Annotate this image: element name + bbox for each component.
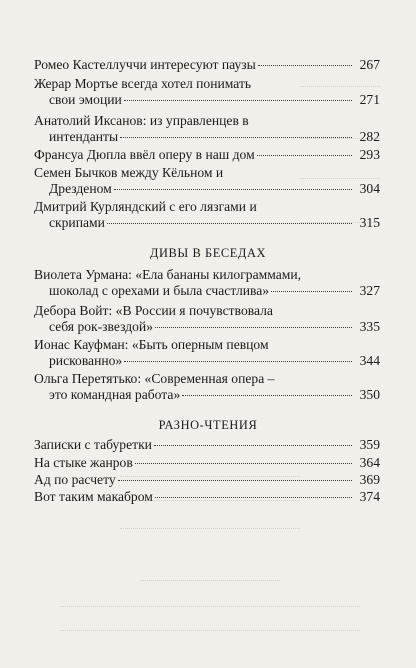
toc-entry-title: Ромео Кастеллуччи интересуют паузы [34, 57, 256, 72]
toc-entry-title-cont: шоколад с орехами и была счастлива» [49, 283, 270, 298]
dot-leader [107, 223, 352, 224]
toc-entry-page: 350 [359, 387, 380, 402]
dot-leader [120, 137, 352, 138]
toc-entry [34, 113, 380, 145]
dot-leader [155, 497, 352, 498]
toc-entry-title: Ад по расчету [34, 472, 116, 487]
dot-leader [114, 189, 352, 190]
toc-entry-page: 364 [359, 455, 380, 470]
toc-entry [34, 165, 380, 197]
toc-entry [34, 437, 380, 453]
toc-entry-page: 267 [359, 57, 380, 72]
section-heading: РАЗНО-ЧТЕНИЯ [158, 418, 258, 432]
toc-entry-title: Вот таким макабром [34, 489, 153, 504]
toc-entry [34, 455, 380, 471]
dot-leader [257, 155, 352, 156]
toc-entry [34, 267, 380, 299]
toc-entry-page: 293 [359, 147, 380, 162]
toc-entry-title: Франсуа Дюпла ввёл оперу в наш дом [34, 147, 255, 162]
toc-entry-page: 374 [359, 489, 380, 504]
toc-entry [34, 371, 380, 403]
toc-entry [34, 57, 380, 73]
toc-entry-title: На стыке жанров [34, 455, 133, 470]
toc-entry [34, 76, 380, 108]
toc-entry-title-cont: скрипами [49, 215, 105, 230]
toc-entry [34, 199, 380, 231]
toc-entry-page: 335 [359, 319, 380, 334]
toc-entry-page: 369 [359, 472, 380, 487]
toc-entry-title: Ионас Кауфман: «Быть оперным певцом [34, 337, 269, 352]
toc-entry-page: 327 [359, 283, 380, 298]
toc-entry-page: 304 [359, 181, 380, 196]
toc-entry-title-cont: рискованно» [49, 353, 123, 368]
toc-entry [34, 147, 380, 163]
toc-entry-title: Анатолий Иксанов: из управленцев в [34, 113, 249, 128]
section-heading: ДИВЫ В БЕСЕДАХ [149, 246, 267, 260]
toc-entry-title: Виолета Урмана: «Ела бананы килограммами, [34, 267, 302, 282]
toc-entry-title: Дебора Войт: «В России я почувствовала [34, 303, 273, 318]
dot-leader [118, 480, 352, 481]
toc-entry [34, 489, 380, 505]
toc-entry [34, 303, 380, 335]
toc-entry-page: 282 [359, 129, 380, 144]
toc-entry [34, 472, 380, 488]
toc-entry-page: 359 [359, 437, 380, 452]
toc-entry-page: 271 [359, 92, 380, 107]
toc-entry-title-cont: свои эмоции [49, 92, 122, 107]
toc-entry-title-cont: это командная работа» [49, 387, 181, 402]
dot-leader [271, 291, 352, 292]
toc-entry-title: Жерар Мортье всегда хотел понимать [34, 76, 252, 91]
dot-leader [135, 463, 352, 464]
toc-entry-page: 315 [359, 215, 380, 230]
toc-entry [34, 337, 380, 369]
dot-leader [182, 395, 352, 396]
dot-leader [155, 327, 352, 328]
toc-entry-title-cont: себя рок-звездой» [49, 319, 154, 334]
dot-leader [154, 445, 352, 446]
dot-leader [124, 100, 352, 101]
toc-entry-title: Записки с табуретки [34, 437, 152, 452]
toc-entry-title: Дмитрий Курляндский с его лязгами и [34, 199, 257, 214]
toc-entry-page: 344 [359, 353, 380, 368]
toc-entry-title: Ольга Перетятько: «Современная опера – [34, 371, 275, 386]
toc-entry-title-cont: интенданты [49, 129, 119, 144]
toc-entry-title: Семен Бычков между Кёльном и [34, 165, 224, 180]
toc-entry-title-cont: Дрезденом [49, 181, 112, 196]
dot-leader [258, 65, 352, 66]
dot-leader [124, 361, 352, 362]
